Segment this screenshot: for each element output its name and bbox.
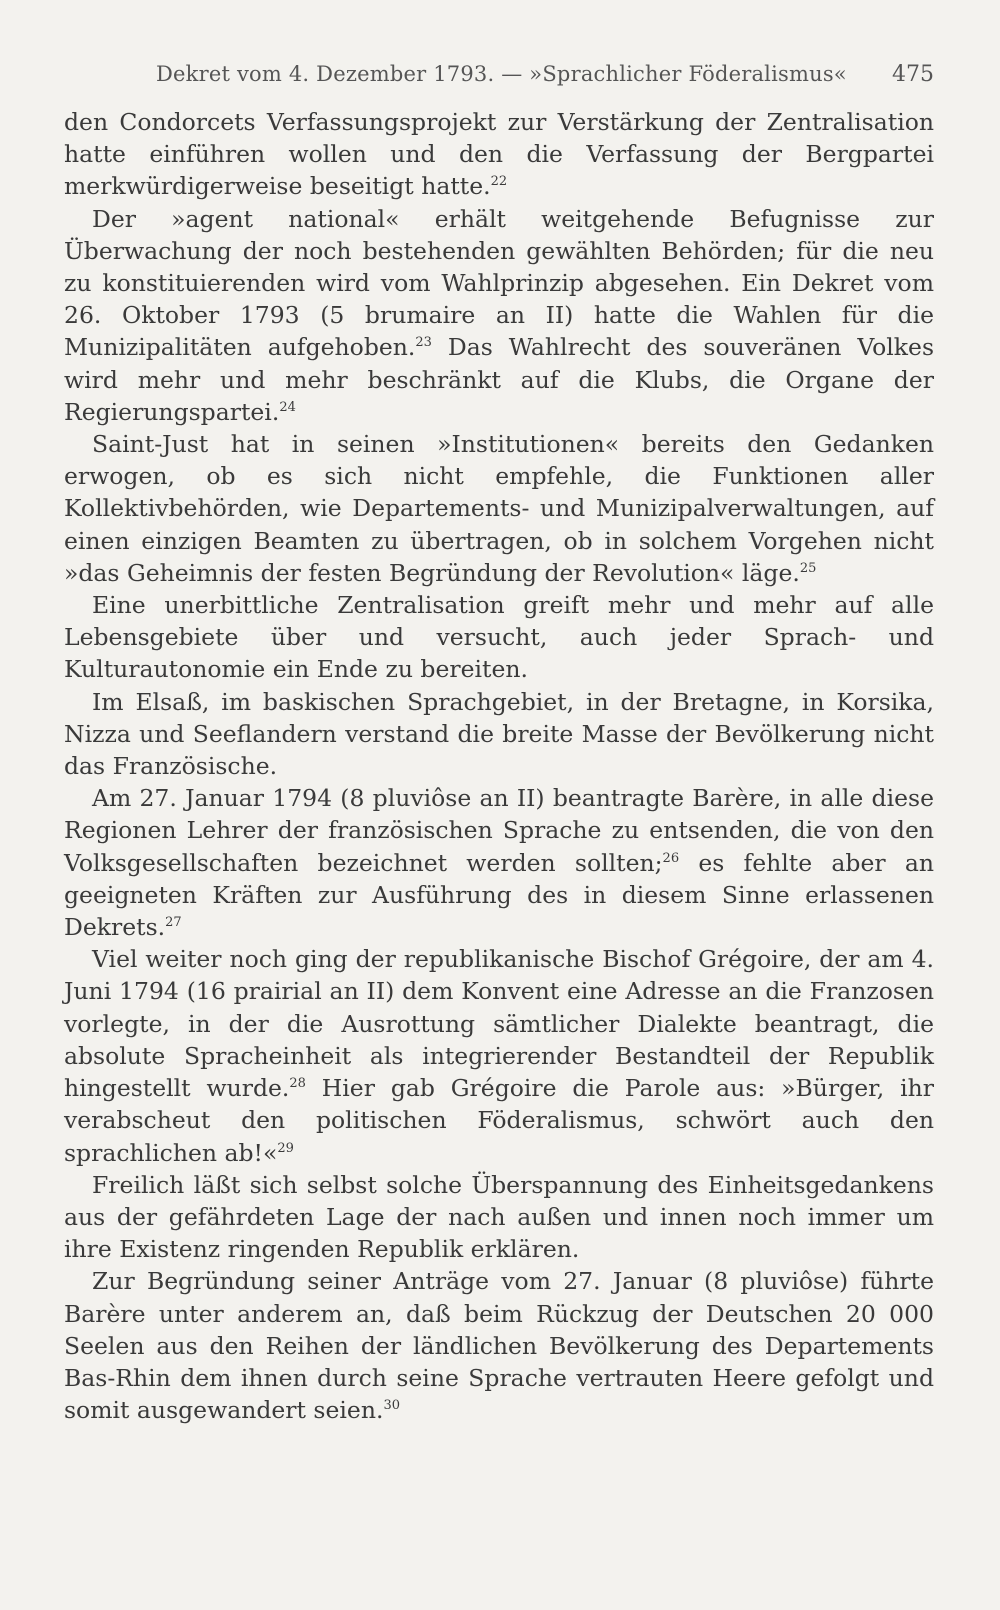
- running-title: Dekret vom 4. Dezember 1793. — »Sprachlicher Föderalismus«: [156, 62, 847, 86]
- book-page: [64, 62, 934, 1426]
- footnote-marker: 26: [662, 850, 680, 866]
- paragraph: Am 27. Januar 1794 (8 pluviôse an II) beantragte Barère, in alle diese Regionen Lehrer der französischen Sprache zu entsenden, die von den Volksgesellschaften bezeichnet werden sollten;$^{26}$ es fehlte aber an geeigneten Kräften zur Ausführung des in diesem Sinne erlassenen Dekrets.$^{27}$: [64, 784, 934, 942]
- footnote-marker: 29: [277, 1140, 294, 1156]
- running-header: [64, 62, 934, 106]
- paragraph: den Condorcets Verfassungsprojekt zur Verstärkung der Zentralisation hatte einführen wollen und den die Verfassung der Bergpartei merkwürdigerweise beseitigt hatte.$^{22}$: [64, 108, 934, 201]
- footnote-marker: 24: [279, 399, 296, 415]
- footnote-marker: 28: [289, 1076, 306, 1092]
- footnote-marker: 22: [490, 174, 508, 190]
- paragraph: Zur Begründung seiner Anträge vom 27. Januar (8 pluviôse) führte Barère unter anderem an, daß beim Rückzug der Deutschen 20 000 Seelen aus den Reihen der ländlichen Bevölkerung des Departements Bas-Rhin dem ihnen durch seine Sprache vertrauten Heere gefolgt und somit ausgewandert seien.$^{30}$: [64, 1267, 934, 1425]
- page-number: 475: [892, 62, 934, 87]
- paragraph: Saint-Just hat in seinen »Institutionen« bereits den Gedanken erwogen, ob es sich nicht empfehle, die Funktionen aller Kollektivbehörden, wie Departements- und Munizipalverwaltungen, auf einen einzigen Beamten zu übertragen, ob in solchem Vorgehen nicht »das Geheimnis der festen Begründung der Revolution« läge.$^{25}$: [64, 430, 934, 587]
- paragraph: Freilich läßt sich selbst solche Überspannung des Einheitsgedankens aus der gefährdeten Lage der nach außen und innen noch immer um ihre Existenz ringenden Republik erklären.: [64, 1170, 934, 1264]
- paragraph: Der »agent national« erhält weitgehende Befugnisse zur Überwachung der noch bestehenden gewählten Behörden; für die neu zu konstituierenden wird vom Wahlprinzip abgesehen. Ein Dekret vom 26. Oktober 1793 (5 brumaire an II) hatte die Wahlen für die Munizipalitäten aufgehoben.$^{23}$ Das Wahlrecht des souveränen Volkes wird mehr und mehr beschränkt auf die Klubs, die Organe der Regierungspartei.$^{24}$: [64, 204, 935, 426]
- footnote-marker: 23: [415, 335, 432, 351]
- footnote-marker: 25: [799, 560, 817, 576]
- paragraph: Eine unerbittliche Zentralisation greift mehr und mehr auf alle Lebensgebiete über und versucht, auch jeder Sprach- und Kulturautonomie ein Ende zu bereiten.: [64, 591, 934, 684]
- paragraph: Im Elsaß, im baskischen Sprachgebiet, in der Bretagne, in Korsika, Nizza und Seeflandern verstand die breite Masse der Bevölkerung nicht das Französische.: [64, 687, 934, 781]
- paragraph: Viel weiter noch ging der republikanische Bischof Grégoire, der am 4. Juni 1794 (16 prairial an II) dem Konvent eine Adresse an die Franzosen vorlegte, in der die Ausrottung sämtlicher Dialekte beantragt, die absolute Spracheinheit als integrierender Bestandteil der Republik hingestellt wurde.$^{28}$ Hier gab Grégoire die Parole aus: »Bürger, ihr verabscheut den politischen Föderalismus, schwört auch den sprachlichen ab!«$^{29}$: [64, 945, 934, 1167]
- footnote-marker: 30: [383, 1398, 400, 1414]
- body-text: [64, 106, 934, 1426]
- footnote-marker: 27: [165, 915, 182, 931]
